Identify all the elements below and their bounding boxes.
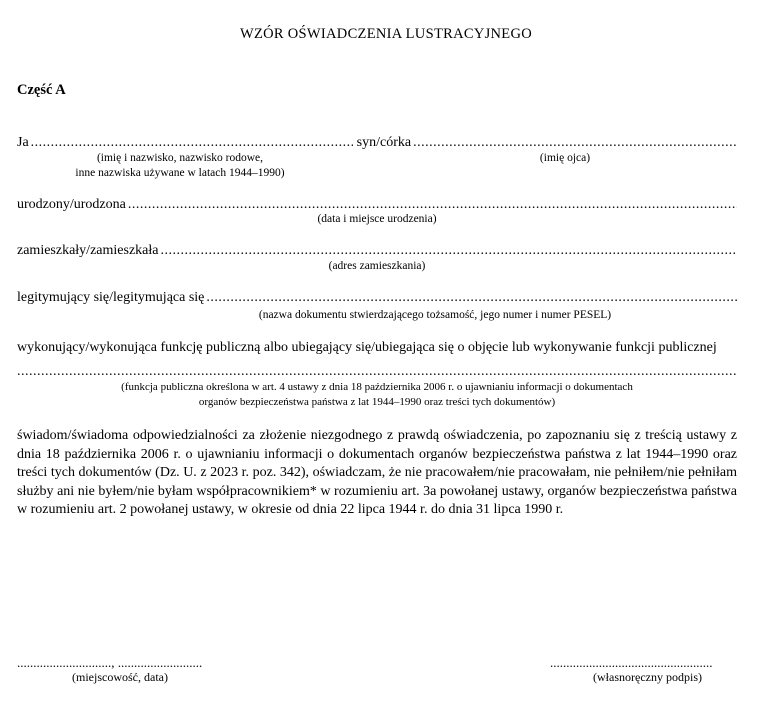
birth-field[interactable] <box>128 197 737 213</box>
declaration-text: świadom/świadoma odpowiedzialności za złożenie niezgodnego z prawdą oświadczenia, po zapoznaniu się z treścią ustawy z dnia 18 października 2006 r. o ujawnianiu informacji o dokumentach organów bezpieczeństwa państwa z lat 1944–1990 oraz treści tych dokumentów (Dz. U. z 2023 r. poz. 342), oświadczam, że nie pracowałem/nie pracowałam, nie pełniłem/nie pełniłam służby ani nie byłem/nie byłam współpracownikiem* w rozumieniu art. 3a powołanej ustawy, organów bezpieczeństwa państwa w rozumieniu art. 2 powołanej ustawy, w okresie od dnia 22 lipca 1944 r. do dnia 31 lipca 1990 r. <box>17 428 737 517</box>
birth-hint: (data i miejsce urodzenia) <box>317 213 437 225</box>
function-label: wykonujący/wykonująca funkcję publiczną albo ubiegający się/ubiegająca się o objęcie lub wykonywanie funkcji publicznej <box>17 340 717 355</box>
name-hint-1: (imię i nazwisko, nazwisko rodowe, <box>96 152 264 164</box>
father-hint: (imię ojca) <box>539 152 591 164</box>
id-label: legitymujący się/legitymująca się <box>17 290 205 305</box>
address-label: zamieszkały/zamieszkała <box>17 243 159 258</box>
signature-hint: (własnoręczny podpis) <box>593 670 702 684</box>
name-field[interactable] <box>31 135 353 151</box>
id-field[interactable] <box>206 290 737 306</box>
document-title: WZÓR OŚWIADCZENIA LUSTRACYJNEGO <box>239 26 533 42</box>
address-row <box>17 243 737 259</box>
name-label: Ja <box>17 135 29 150</box>
name-hint-2: inne nazwiska używane w latach 1944–1990) <box>75 167 285 179</box>
birth-label: urodzony/urodzona <box>17 197 126 212</box>
function-hint-2: organów bezpieczeństwa państwa z lat 1944–1990 oraz treści tych dokumentów) <box>198 396 556 408</box>
father-field[interactable] <box>413 135 737 151</box>
section-heading: Część A <box>17 82 66 98</box>
birth-row <box>17 197 737 213</box>
place-date-hint: (miejscowość, data) <box>72 670 168 684</box>
function-row <box>17 364 737 380</box>
address-field[interactable] <box>160 243 737 259</box>
father-label: syn/córka <box>356 135 412 150</box>
id-hint: (nazwa dokumentu stwierdzającego tożsamość, jego numer i numer PESEL) <box>258 309 612 321</box>
id-row <box>17 290 737 306</box>
name-row <box>17 135 737 151</box>
function-field[interactable] <box>17 364 737 380</box>
address-hint: (adres zamieszkania) <box>328 260 426 272</box>
function-hint-1: (funkcja publiczna określona w art. 4 ustawy z dnia 18 października 2006 r. o ujawnianiu informacji o dokumentach <box>121 381 633 393</box>
place-date-field[interactable]: ............................., .......................... <box>17 655 203 670</box>
signature-field[interactable]: .................................................. <box>550 655 713 670</box>
